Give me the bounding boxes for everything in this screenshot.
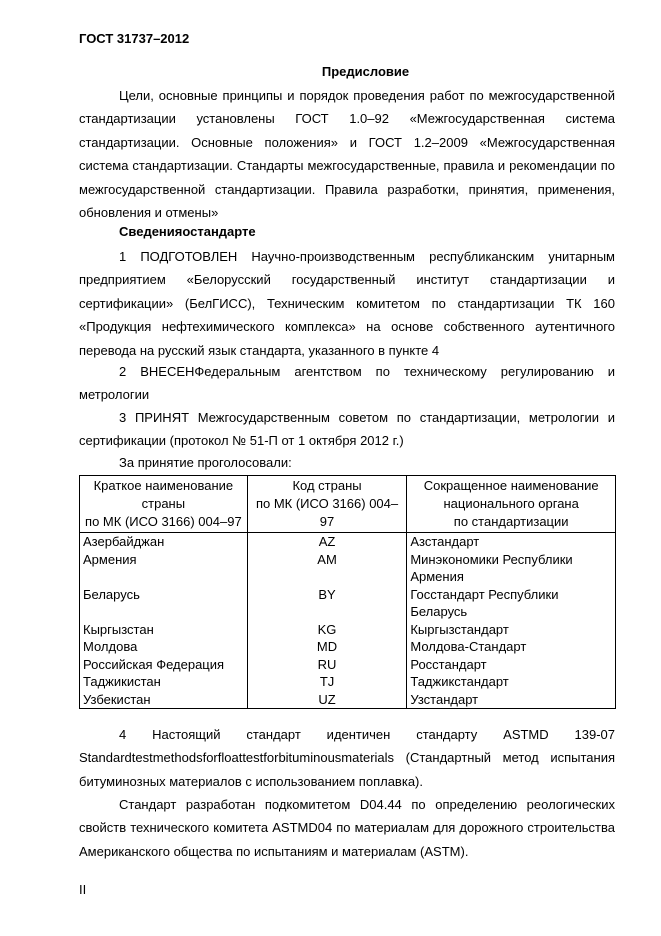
country-name: Российская Федерация bbox=[80, 656, 248, 674]
header-line: по МК (ИСО 3166) 004– bbox=[255, 496, 399, 511]
developer-paragraph: Стандарт разработан подкомитетом D04.44 по определению реологических свойств технического комитета ASTMD04 по материалам для дорожного строительства Американского общества по испытаниям и материалам (ASTM). bbox=[79, 797, 615, 859]
country-code: KG bbox=[247, 621, 407, 639]
table-header-row bbox=[80, 476, 616, 533]
country-code: UZ bbox=[247, 691, 407, 709]
header-line: страны bbox=[141, 496, 186, 511]
header-line: 97 bbox=[319, 514, 335, 529]
standards-body: Узстандарт bbox=[407, 691, 616, 709]
country-name: Армения bbox=[80, 551, 248, 586]
country-code: AM bbox=[247, 551, 407, 586]
header-line: Сокращенное наименование bbox=[423, 478, 599, 493]
header-line: Код страны bbox=[292, 478, 362, 493]
country-code: TJ bbox=[247, 673, 407, 691]
standards-body: Кыргызстандарт bbox=[407, 621, 616, 639]
table-row bbox=[80, 551, 616, 586]
standards-body: Минэкономики Республики Армения bbox=[407, 551, 616, 586]
table-row bbox=[80, 621, 616, 639]
country-name: Молдова bbox=[80, 638, 248, 656]
votes-label: За принятие проголосовали: bbox=[119, 455, 292, 470]
header-line: национального органа bbox=[443, 496, 579, 511]
country-code: AZ bbox=[247, 533, 407, 551]
header-line: по МК (ИСО 3166) 004–97 bbox=[85, 514, 242, 529]
country-code: MD bbox=[247, 638, 407, 656]
table-row bbox=[80, 533, 616, 551]
header-line: по стандартизации bbox=[453, 514, 569, 529]
standards-body: Молдова-Стандарт bbox=[407, 638, 616, 656]
table-row bbox=[80, 586, 616, 621]
country-name: Узбекистан bbox=[80, 691, 248, 709]
header-country-code bbox=[247, 476, 407, 533]
voting-countries-table bbox=[79, 475, 616, 709]
country-name: Кыргызстан bbox=[80, 621, 248, 639]
foreword-title: Предисловие bbox=[321, 64, 410, 79]
header-country-name bbox=[80, 476, 248, 533]
country-code: RU bbox=[247, 656, 407, 674]
table-row bbox=[80, 656, 616, 674]
table-row bbox=[80, 691, 616, 709]
info-item-3: 3 ПРИНЯТ Межгосударственным советом по стандартизации, метрологии и сертификации (протокол № 51-П от 1 октября 2012 г.) bbox=[79, 410, 615, 449]
info-item-1: 1 ПОДГОТОВЛЕН Научно-производственным республиканским унитарным предприятием «Белорусский государственный институт стандартизации и сертификации» (БелГИСС), Техническим комитетом по стандартизации ТК 160 «Продукция нефтехимического комплекса» на основе собственного аутентичного перевода на русский язык стандарта, указанного в пункте 4 bbox=[79, 249, 615, 358]
standards-body: Азстандарт bbox=[407, 533, 616, 551]
header-standards-body bbox=[407, 476, 616, 533]
table-row bbox=[80, 638, 616, 656]
country-name: Азербайджан bbox=[80, 533, 248, 551]
info-item-2: 2 ВНЕСЕНФедеральным агентством по техническому регулированию и метрологии bbox=[79, 364, 615, 403]
country-name: Беларусь bbox=[80, 586, 248, 621]
document-code: ГОСТ 31737–2012 bbox=[79, 31, 190, 46]
standards-body: Таджикстандарт bbox=[407, 673, 616, 691]
standard-info-title: Сведенияостандарте bbox=[119, 224, 256, 239]
page-number: II bbox=[79, 882, 87, 897]
table-row bbox=[80, 673, 616, 691]
info-item-4: 4 Настоящий стандарт идентичен стандарту ASTMD 139-07 Standardtestmethodsforfloattestforbituminousmaterials (Стандартный метод испытания битуминозных материалов с использованием поплавка). bbox=[79, 727, 615, 789]
standards-body: Госстандарт Республики Беларусь bbox=[407, 586, 616, 621]
country-name: Таджикистан bbox=[80, 673, 248, 691]
country-code: BY bbox=[247, 586, 407, 621]
standards-body: Росстандарт bbox=[407, 656, 616, 674]
header-line: Краткое наименование bbox=[93, 478, 234, 493]
foreword-paragraph: Цели, основные принципы и порядок проведения работ по межгосударственной стандартизации установлены ГОСТ 1.0–92 «Межгосударственная система стандартизации. Основные положения» и ГОСТ 1.2–2009 «Межгосударственная система стандартизации. Стандарты межгосударственные, правила и рекомендации по межгосударственной стандартизации. Правила разработки, принятия, применения, обновления и отмены» bbox=[79, 88, 615, 221]
